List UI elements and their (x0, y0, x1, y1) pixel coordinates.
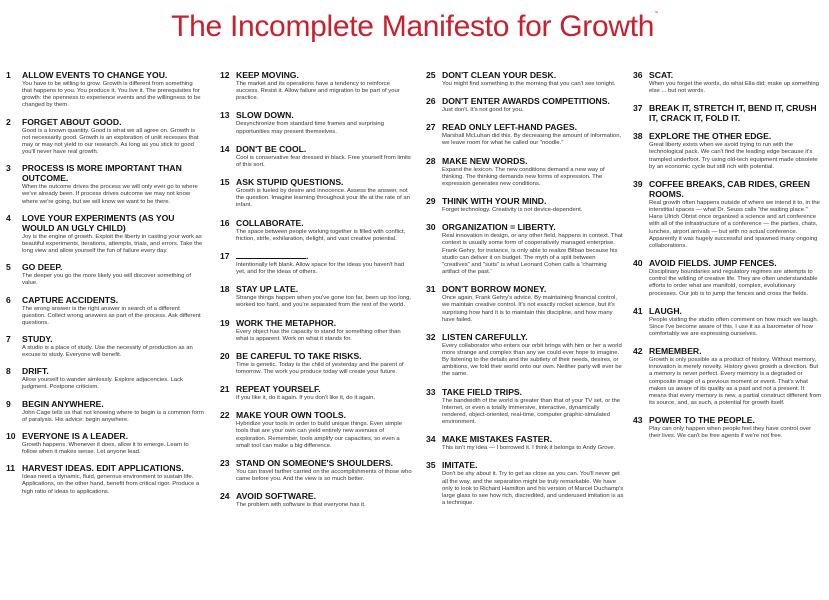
item-heading: READ ONLY LEFT-HAND PAGES. (442, 122, 577, 133)
manifesto-item-13 (220, 110, 414, 135)
item-body: Marshall McLuhan did this. By decreasing the amount of information, we leave room for what he called our "noodle." (442, 133, 622, 147)
item-body: Play can only happen when people feel they have control over their lives. We can't be free agents if we're not free. (649, 426, 812, 440)
item-body: Real innovation in design, or any other field, happens in context. That context is usually some form of cooperatively managed enterprise. Frank Gehry, for instance, is only able to realize Bilbao because his studio can deliver it on budget. The myth of a split between "creatives" and "suits" is what Leonard Cohen calls a 'charming artifact of the past.' (442, 233, 623, 276)
item-number: 36 (633, 70, 643, 80)
item-body: Hybridize your tools in order to build unique things. Even simple tools that are your own can yield entirely new avenues of exploration. Remember, tools amplify our capacities, so even a small tool can make a big difference. (236, 421, 403, 449)
item-heading: DON'T ENTER AWARDS COMPETITIONS. (442, 96, 610, 107)
manifesto-item-27 (426, 122, 624, 147)
manifesto-item-36 (633, 70, 823, 95)
item-heading: ALLOW EVENTS TO CHANGE YOU. (22, 70, 168, 80)
manifesto-item-11 (6, 463, 204, 495)
item-number: 12 (220, 70, 230, 80)
item-heading: TAKE FIELD TRIPS. (442, 386, 523, 397)
item-number: 1 (6, 70, 11, 80)
title-text: The Incomplete Manifesto for Growth (171, 10, 655, 43)
item-heading: HARVEST IDEAS. EDIT APPLICATIONS. (22, 463, 184, 474)
item-body: Disciplinary boundaries and regulatory regimes are attempts to control the wilding of creative life. They are often understandable efforts to order what are manifold, complex, evolutionary processes. Our job is to jump the fences and cross the fields. (649, 269, 818, 297)
item-body: When you forget the words, do what Ella did: make up something else ... but not words. (649, 81, 819, 95)
item-heading: POWER TO THE PEOPLE. (649, 415, 755, 426)
item-heading: ASK STUPID QUESTIONS. (236, 177, 344, 188)
item-number: 10 (6, 430, 16, 441)
item-body: When the outcome drives the process we will only ever go to where we've already been. If process drives outcome we may not know where we're going, but we will know we want to be there. (22, 184, 198, 205)
item-heading: PROCESS IS MORE IMPORTANT THAN OUTCOME. (22, 163, 182, 184)
item-number: 29 (426, 196, 436, 207)
item-body: Forget technology. Creativity is not device-dependent. (442, 207, 583, 214)
item-heading: AVOID FIELDS. JUMP FENCES. (649, 258, 777, 269)
item-number: 38 (633, 131, 643, 142)
item-heading: SCAT. (649, 70, 674, 80)
item-heading: STAND ON SOMEONE'S SHOULDERS. (236, 457, 394, 468)
item-heading: FORGET ABOUT GOOD. (22, 116, 122, 127)
item-number: 22 (220, 410, 230, 421)
column-2 (220, 70, 414, 509)
item-number: 27 (426, 122, 436, 133)
item-heading: CAPTURE ACCIDENTS. (22, 294, 119, 305)
item-number: 7 (6, 333, 11, 344)
item-body: A studio is a place of study. Use the necessity of production as an excuse to study. Everyone will benefit. (22, 344, 193, 359)
manifesto-item-34 (426, 434, 624, 452)
item-body: Growth is fueled by desire and innocence. Assess the answer, not the question. Imagine learning throughout your life at the rate of an infant. (236, 188, 410, 209)
item-heading: BREAK IT, STRETCH IT, BEND IT, CRUSH IT, CRACK IT, FOLD IT. (649, 103, 817, 124)
manifesto-item-9 (6, 399, 204, 424)
manifesto-item-37 (633, 103, 823, 123)
manifesto-item-3 (6, 163, 204, 205)
item-body: Intentionally left blank. Allow space for the ideas you haven't had yet, and for the ideas of others. (236, 261, 405, 276)
item-number: 43 (633, 415, 643, 426)
item-body: Just don't. It's not good for you. (442, 107, 524, 114)
item-heading: DON'T CLEAN YOUR DESK. (442, 70, 557, 80)
manifesto-item-30 (426, 222, 624, 276)
item-heading: KEEP MOVING. (236, 70, 299, 80)
item-number: 5 (6, 262, 11, 273)
manifesto-item-7 (6, 334, 204, 359)
item-number: 20 (220, 350, 230, 361)
item-number: 13 (220, 110, 230, 121)
item-heading: MAKE YOUR OWN TOOLS. (236, 410, 346, 421)
item-heading: REMEMBER. (649, 346, 702, 357)
item-number: 19 (220, 317, 230, 328)
manifesto-item-32 (426, 332, 624, 379)
item-body: Allow yourself to wander aimlessly. Explore adjacencies. Lack judgment. Postpone criticism. (22, 377, 183, 391)
item-number: 11 (6, 463, 16, 474)
item-body: The market and its operations have a tendency to reinforce success. Resist it. Allow failure and migration to be part of your practice. (236, 81, 400, 102)
item-number: 39 (633, 178, 643, 189)
column-1 (6, 70, 204, 496)
item-heading: EVERYONE IS A LEADER. (22, 430, 129, 441)
item-number: 40 (633, 258, 643, 269)
item-body: This isn't my idea — I borrowed it. I think it belongs to Andy Grove. (442, 445, 616, 452)
item-body: The wrong answer is the right answer in search of a different question. Collect wrong answers as part of the process. Ask different questions. (22, 305, 201, 326)
manifesto-item-16 (220, 218, 414, 243)
item-body: The space between people working together is filled with conflict, friction, strife, exhilaration, delight, and vast creative potential. (236, 228, 406, 242)
manifesto-item-2 (6, 117, 204, 157)
item-heading: STAY UP LATE. (236, 284, 299, 295)
item-body: The deeper you go the more likely you will discover something of value. (22, 273, 191, 287)
item-heading: . (236, 251, 414, 261)
item-number: 24 (220, 491, 230, 502)
item-heading: REPEAT YOURSELF. (236, 384, 321, 395)
item-number: 32 (426, 331, 436, 342)
manifesto-item-25 (426, 70, 624, 88)
page-title (0, 10, 829, 44)
manifesto-item-22 (220, 410, 414, 450)
item-heading: DON'T BE COOL. (236, 143, 307, 154)
manifesto-item-31 (426, 284, 624, 324)
item-heading: ORGANIZATION = LIBERTY. (442, 222, 556, 233)
manifesto-item-18 (220, 284, 414, 309)
item-body: Great liberty exists when we avoid trying to run with the technological pack. We can't find the leading edge because it's trampled underfoot. Try using old-tech equipment made obsolete by an economic cycle but still rich with potential. (649, 142, 818, 170)
item-body: Joy is the engine of growth. Exploit the liberty in casting your work as beautiful experiments, iterations, attempts, trials, and errors. Take the long view and allow yourself the fun of failure every day. (22, 233, 203, 255)
item-number: 3 (6, 163, 11, 174)
item-number: 9 (6, 398, 11, 409)
item-body: You have to be willing to grow. Growth is different from something that happens to you. You produce it. You live it. The prerequisites for growth: the openness to experience events and the willingness to be changed by them. (22, 81, 201, 109)
item-heading: MAKE NEW WORDS. (442, 155, 528, 166)
item-body: Good is a known quantity. Good is what we all agree on. Growth is not necessarily good. Growth is an exploration of unlit recesses that may or may not yield to our research. As long as you stick to good you'll never have real growth. (22, 127, 199, 156)
item-number: 18 (220, 284, 230, 295)
item-body: Every collaborator who enters our orbit brings with him or her a world more strange and complex than any we could ever hope to imagine. By listening to the details and the subtlety of their needs, desires, or ambitions, we fold their world onto our own. Neither party will ever be the same. (442, 342, 622, 378)
manifesto-item-35 (426, 460, 624, 507)
manifesto-item-12 (220, 70, 414, 102)
item-number: 42 (633, 346, 643, 357)
manifesto-item-14 (220, 144, 414, 169)
item-number: 17 (220, 250, 230, 261)
item-body: You might find something in the morning that you can't see tonight. (442, 81, 616, 87)
item-heading: LISTEN CAREFULLY. (442, 331, 528, 342)
item-number: 6 (6, 294, 11, 305)
item-number: 23 (220, 457, 230, 468)
item-number: 16 (220, 217, 230, 228)
item-number: 14 (220, 143, 230, 154)
item-number: 4 (6, 212, 11, 223)
manifesto-item-33 (426, 387, 624, 427)
item-number: 41 (633, 305, 643, 316)
item-heading: IMITATE. (442, 460, 478, 471)
manifesto-item-15 (220, 177, 414, 209)
item-heading: BE CAREFUL TO TAKE RISKS. (236, 350, 362, 361)
item-number: 37 (633, 103, 643, 114)
manifesto-item-6 (6, 295, 204, 327)
item-heading: WORK THE METAPHOR. (236, 317, 337, 328)
manifesto-item-41 (633, 306, 823, 338)
item-body: Don't be shy about it. Try to get as close as you can. You'll never get all the way, and the separation might be truly remarkable. We have only to look to Richard Hamilton and his version of Marcel Duchamp's large glass to see how rich, discredited, and underused imitation is as a technique. (442, 471, 624, 506)
item-heading: BEGIN ANYWHERE. (22, 398, 104, 409)
item-heading: LOVE YOUR EXPERIMENTS (AS YOU WOULD AN UGLY CHILD) (22, 212, 175, 233)
column-4 (633, 70, 823, 441)
item-body: Ideas need a dynamic, fluid, generous environment to sustain life. Applications, on the other hand, benefit from critical rigor. Produce a high ratio of ideas to applications. (22, 474, 200, 495)
manifesto-item-29 (426, 196, 624, 214)
manifesto-item-39 (633, 179, 823, 250)
item-body: You can travel farther carried on the accomplishments of those who came before you. And the view is so much better. (236, 468, 412, 483)
manifesto-item-8 (6, 366, 204, 391)
item-number: 33 (426, 386, 436, 397)
item-body: John Cage tells us that not knowing where to begin is a common form of paralysis. His advice: begin anywhere. (22, 409, 204, 423)
item-heading: GO DEEP. (22, 262, 63, 273)
trademark-mark: ™ (654, 10, 658, 15)
blank-line (236, 251, 306, 259)
item-body: Growth happens. Whenever it does, allow it to emerge. Learn to follow when it makes sense. Let anyone lead. (22, 441, 189, 456)
item-number: 26 (426, 96, 436, 107)
manifesto-item-26 (426, 96, 624, 114)
manifesto-item-1 (6, 70, 204, 110)
manifesto-item-10 (6, 431, 204, 456)
item-number: 8 (6, 366, 11, 377)
item-number: 35 (426, 460, 436, 471)
item-body: Expand the lexicon. The new conditions demand a new way of thinking. The thinking demands new forms of expression. The expression generates new conditions. (442, 166, 605, 187)
item-body: Every object has the capacity to stand for something other than what is apparent. Work on what it stands for. (236, 328, 401, 342)
manifesto-item-43 (633, 415, 823, 440)
item-number: 15 (220, 177, 230, 188)
manifesto-item-28 (426, 156, 624, 188)
manifesto-item-21 (220, 384, 414, 402)
item-number: 34 (426, 434, 436, 445)
item-body: Desynchronize from standard time frames and surprising opportunities may present themselves. (236, 121, 384, 135)
item-body: Strange things happen when you've gone too far, been up too long, worked too hard, and you're separated from the rest of the world. (236, 295, 412, 309)
manifesto-item-38 (633, 131, 823, 171)
manifesto-item-17 (220, 251, 414, 276)
item-number: 28 (426, 155, 436, 166)
item-number: 21 (220, 384, 230, 395)
item-body: Real growth often happens outside of where we intend it to, in the interstitial spaces — what Dr. Seuss calls "the waiting place." Hans Ulrich Obrist once organized a science and art conference with all of the infrastructure of a conference — the parties, chats, lunches, airport arrivals — but with no actual conference. Apparently it was hugely successful and spawned many ongoing collaborations. (649, 199, 820, 249)
item-heading: SLOW DOWN. (236, 110, 294, 121)
manifesto-item-4 (6, 213, 204, 255)
manifesto-item-23 (220, 458, 414, 483)
item-body: Time is genetic. Today is the child of yesterday and the parent of tomorrow. The work you produce today will create your future. (236, 361, 404, 375)
item-number: 25 (426, 70, 436, 80)
manifesto-item-40 (633, 258, 823, 298)
item-body: People visiting the studio often comment on how much we laugh. Since I've become aware of this, I use it as a barometer of how comfortably we are expressing ourselves. (649, 316, 819, 337)
manifesto-item-42 (633, 346, 823, 407)
item-heading: DRIFT. (22, 366, 49, 377)
manifesto-item-20 (220, 351, 414, 376)
manifesto-item-19 (220, 318, 414, 343)
manifesto-item-24 (220, 491, 414, 509)
item-body: If you like it, do it again. If you don't like it, do it again. (236, 395, 375, 402)
column-3 (426, 70, 624, 507)
item-body: Growth is only possible as a product of history. Without memory, innovation is merely novelty. History gives growth a direction. But a memory is never perfect. Every memory is a degraded or composite image of a previous moment or event. That's what makes us aware of its quality as a past and not a present. It means that every memory is new, a partial construct different from its source, and, as such, a potential for growth itself. (649, 357, 822, 407)
item-heading: COFFEE BREAKS, CAB RIDES, GREEN ROOMS. (649, 178, 810, 199)
item-heading: THINK WITH YOUR MIND. (442, 196, 547, 207)
manifesto-item-5 (6, 262, 204, 287)
item-body: The problem with software is that everyone has it. (236, 502, 366, 509)
item-heading: MAKE MISTAKES FASTER. (442, 434, 553, 445)
item-heading: COLLABORATE. (236, 217, 304, 228)
item-heading: AVOID SOFTWARE. (236, 491, 317, 502)
item-heading: LAUGH. (649, 305, 682, 316)
item-number: 31 (426, 284, 436, 295)
item-body: Once again, Frank Gehry's advice. By maintaining financial control, we maintain creative control. It's not exactly rocket science, but it's surprising how hard it is to maintain this discipline, and how many have failed. (442, 295, 617, 323)
item-number: 2 (6, 116, 11, 127)
item-heading: STUDY. (22, 333, 53, 344)
item-heading: EXPLORE THE OTHER EDGE. (649, 131, 772, 142)
item-heading: DON'T BORROW MONEY. (442, 284, 547, 295)
item-body: Cool is conservative fear dressed in black. Free yourself from limits of this sort. (236, 154, 411, 168)
item-number: 30 (426, 222, 436, 233)
item-body: The bandwidth of the world is greater than that of your TV set, or the Internet, or even a totally immersive, interactive, dynamically rendered, object-oriented, real-time, computer graphic-simulated environment. (442, 397, 621, 426)
